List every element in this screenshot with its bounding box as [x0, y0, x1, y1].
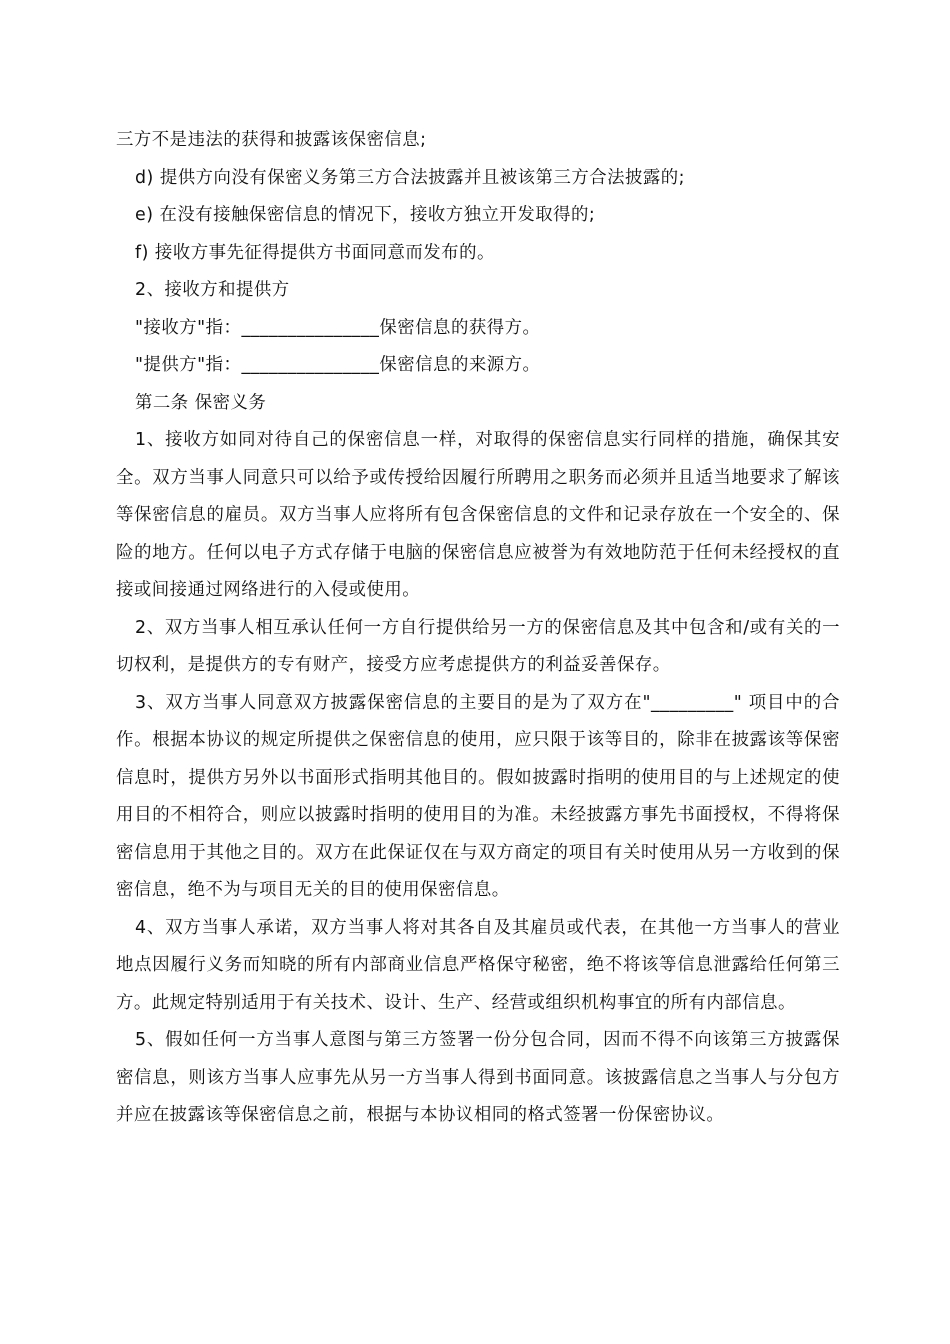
clause-d: d) 提供方向没有保密义务第三方合法披露并且被该第三方合法披露的; [135, 167, 686, 188]
clause-e: e) 在没有接触保密信息的情况下，接收方独立开发取得的; [135, 205, 596, 225]
article-2-heading: 第二条 保密义务 [135, 392, 267, 413]
section-2-heading: 2、接收方和提供方 [135, 280, 290, 300]
obligation-paragraph-2: 2、双方当事人相互承认任何一方自行提供给另一方的保密信息及其中包含和/或有关的一切权利，是提供方的专有财产，接受方应考虑提供方的利益妥善保存。 [116, 617, 840, 675]
clause-f: f) 接收方事先征得提供方书面同意而发布的。 [135, 242, 495, 263]
obligation-paragraph-5: 5、假如任何一方当事人意图与第三方签署一份分包合同，因而不得不向该第三方披露保密信息，则该方当事人应事先从另一方当事人得到书面同意。该披露信息之当事人与分包方并应在披露该等保密信息之前，根据与本协议相同的格式签署一份保密协议。 [116, 1030, 840, 1125]
document-body [116, 122, 840, 1135]
receiver-definition: "接收方"指：_______________保密信息的获得方。 [135, 317, 541, 338]
text-line-continuation: 三方不是违法的获得和披露该保密信息; [116, 130, 427, 150]
provider-definition: "提供方"指：_______________保密信息的来源方。 [135, 355, 541, 375]
obligation-paragraph-3: 3、双方当事人同意双方披露保密信息的主要目的是为了双方在"_________" 项目中的合作。根据本协议的规定所提供之保密信息的使用，应只限于该等目的，除非在披露该等保密信息时，提供方另外以书面形式指明其他目的。假如披露时指明的使用目的与上述规定的使用目的不相符合，则应以披露时指明的使用目的为准。未经披露方事先书面授权，不得将保密信息用于其他之目的。双方在此保证仅在与双方商定的项目有关时使用从另一方收到的保密信息，绝不为与项目无关的目的使用保密信息。 [116, 692, 840, 900]
obligation-paragraph-4: 4、双方当事人承诺，双方当事人将对其各自及其雇员或代表，在其他一方当事人的营业地点因履行义务而知晓的所有内部商业信息严格保守秘密，绝不将该等信息泄露给任何第三方。此规定特别适用于有关技术、设计、生产、经营或组织机构事宜的所有内部信息。 [116, 917, 840, 1013]
obligation-paragraph-1: 1、接收方如同对待自己的保密信息一样，对取得的保密信息实行同样的措施，确保其安全。双方当事人同意只可以给予或传授给因履行所聘用之职务而必须并且适当地要求了解该等保密信息的雇员。双方当事人应将所有包含保密信息的文件和记录存放在一个安全的、保险的地方。任何以电子方式存储于电脑的保密信息应被誉为有效地防范于任何未经授权的直接或间接通过网络进行的入侵或使用。 [116, 430, 840, 600]
